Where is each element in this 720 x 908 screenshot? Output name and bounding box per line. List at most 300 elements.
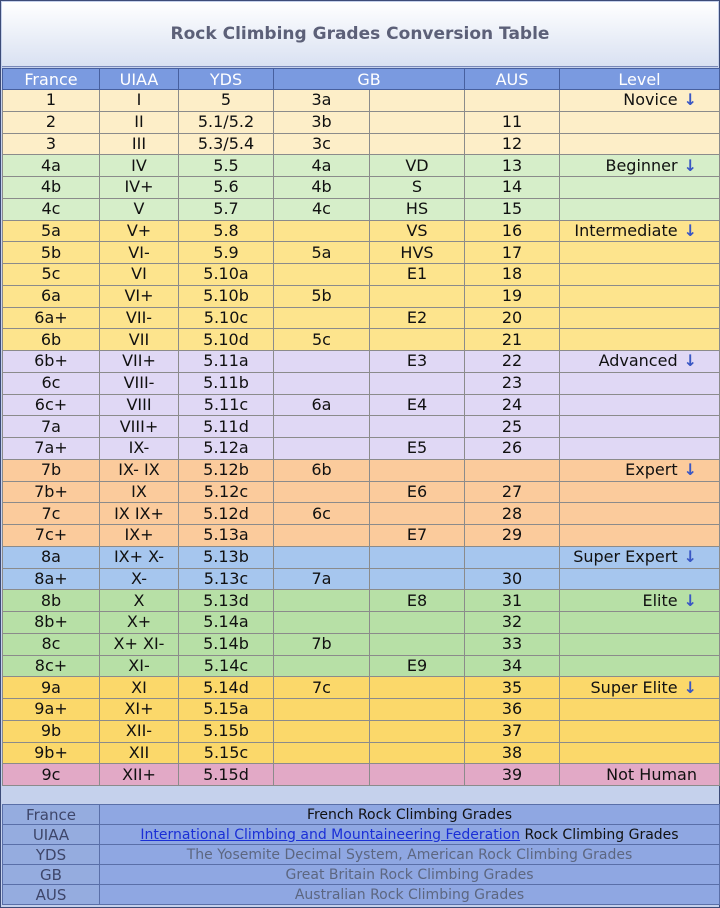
- cell-aus: 30: [465, 568, 560, 590]
- cell-yds: 5.13b: [179, 546, 274, 568]
- cell-france: 6b+: [3, 351, 100, 373]
- cell-level: [560, 351, 720, 373]
- cell-level: [560, 546, 720, 568]
- cell-uiaa: VIII: [100, 394, 179, 416]
- table-row: [3, 699, 720, 721]
- cell-level: [560, 590, 720, 612]
- legend-table: [2, 804, 720, 905]
- table-row: [3, 242, 720, 264]
- cell-gb2: [370, 546, 465, 568]
- cell-gb1: [274, 764, 370, 786]
- cell-level: [560, 307, 720, 329]
- cell-france: 6c+: [3, 394, 100, 416]
- cell-france: 8b+: [3, 612, 100, 634]
- down-arrow-icon: ↓: [683, 90, 697, 110]
- cell-gb1: [274, 699, 370, 721]
- cell-uiaa: XI: [100, 677, 179, 699]
- level-label: Intermediate: [574, 220, 678, 240]
- level-label: Super Expert: [573, 547, 678, 567]
- legend-key-gb: GB: [3, 865, 100, 885]
- down-arrow-icon: ↓: [683, 155, 697, 175]
- cell-uiaa: VIII+: [100, 416, 179, 438]
- legend-row-uiaa: [3, 825, 720, 845]
- cell-yds: 5.14d: [179, 677, 274, 699]
- cell-yds: 5.14b: [179, 633, 274, 655]
- cell-france: 6c: [3, 372, 100, 394]
- cell-level: [560, 220, 720, 242]
- legend-row-yds: [3, 845, 720, 865]
- cell-france: 5c: [3, 264, 100, 286]
- cell-aus: 24: [465, 394, 560, 416]
- cell-level: [560, 111, 720, 133]
- cell-aus: [465, 546, 560, 568]
- uiaa-link[interactable]: International Climbing and Mountaineering Federation: [140, 826, 521, 843]
- cell-france: 8a+: [3, 568, 100, 590]
- legend-desc-uiaa-text: Rock Climbing Grades: [520, 826, 679, 843]
- cell-aus: 19: [465, 285, 560, 307]
- cell-gb2: [370, 285, 465, 307]
- cell-uiaa: VII+: [100, 351, 179, 373]
- table-row: [3, 90, 720, 112]
- cell-yds: 5.5: [179, 155, 274, 177]
- cell-aus: 39: [465, 764, 560, 786]
- grades-body: [3, 90, 720, 786]
- table-row: [3, 372, 720, 394]
- legend-key-france: France: [3, 805, 100, 825]
- cell-level: [560, 242, 720, 264]
- cell-gb2: HVS: [370, 242, 465, 264]
- legend-key-yds: YDS: [3, 845, 100, 865]
- cell-level: [560, 177, 720, 199]
- cell-uiaa: I: [100, 90, 179, 112]
- cell-gb1: [274, 264, 370, 286]
- table-row: [3, 503, 720, 525]
- cell-yds: 5.15b: [179, 720, 274, 742]
- cell-yds: 5.15c: [179, 742, 274, 764]
- cell-gb1: [274, 438, 370, 460]
- cell-aus: 20: [465, 307, 560, 329]
- legend-desc-gb: Great Britain Rock Climbing Grades: [100, 865, 720, 885]
- level-label: Not Human: [606, 764, 697, 784]
- cell-france: 3: [3, 133, 100, 155]
- cell-yds: 5.13d: [179, 590, 274, 612]
- cell-uiaa: VII-: [100, 307, 179, 329]
- cell-yds: 5.11b: [179, 372, 274, 394]
- cell-gb1: [274, 612, 370, 634]
- cell-level: [560, 677, 720, 699]
- title-bar: [2, 2, 718, 67]
- cell-gb1: 5b: [274, 285, 370, 307]
- cell-uiaa: VII: [100, 329, 179, 351]
- cell-yds: 5.12d: [179, 503, 274, 525]
- down-arrow-icon: ↓: [683, 460, 697, 480]
- cell-aus: 14: [465, 177, 560, 199]
- cell-uiaa: IX+: [100, 525, 179, 547]
- cell-france: 7c: [3, 503, 100, 525]
- cell-gb2: [370, 720, 465, 742]
- cell-gb1: 5a: [274, 242, 370, 264]
- cell-gb1: [274, 416, 370, 438]
- cell-france: 8c: [3, 633, 100, 655]
- cell-aus: [465, 90, 560, 112]
- cell-yds: 5.3/5.4: [179, 133, 274, 155]
- legend-key-uiaa: UIAA: [3, 825, 100, 845]
- level-label: Expert: [625, 460, 678, 480]
- cell-uiaa: IX IX+: [100, 503, 179, 525]
- page-title: Rock Climbing Grades Conversion Table: [170, 24, 550, 44]
- legend-row-gb: [3, 865, 720, 885]
- cell-gb2: S: [370, 177, 465, 199]
- table-row: [3, 307, 720, 329]
- cell-france: 6a+: [3, 307, 100, 329]
- cell-uiaa: VI+: [100, 285, 179, 307]
- cell-uiaa: X+ XI-: [100, 633, 179, 655]
- cell-gb1: [274, 372, 370, 394]
- down-arrow-icon: ↓: [683, 351, 697, 371]
- cell-gb2: [370, 329, 465, 351]
- cell-uiaa: VIII-: [100, 372, 179, 394]
- cell-france: 6b: [3, 329, 100, 351]
- cell-gb2: [370, 612, 465, 634]
- table-row: [3, 546, 720, 568]
- cell-aus: 17: [465, 242, 560, 264]
- cell-gb2: [370, 133, 465, 155]
- cell-yds: 5.9: [179, 242, 274, 264]
- cell-gb1: [274, 525, 370, 547]
- cell-gb1: 4c: [274, 198, 370, 220]
- cell-aus: 16: [465, 220, 560, 242]
- table-row: [3, 198, 720, 220]
- cell-level: [560, 329, 720, 351]
- table-row: [3, 677, 720, 699]
- cell-yds: 5.12b: [179, 459, 274, 481]
- cell-yds: 5.11a: [179, 351, 274, 373]
- cell-aus: 22: [465, 351, 560, 373]
- cell-gb1: 3b: [274, 111, 370, 133]
- cell-uiaa: V: [100, 198, 179, 220]
- cell-uiaa: XII+: [100, 764, 179, 786]
- cell-yds: 5.10d: [179, 329, 274, 351]
- cell-level: [560, 655, 720, 677]
- cell-gb1: 7c: [274, 677, 370, 699]
- cell-aus: 23: [465, 372, 560, 394]
- level-label: Beginner: [605, 155, 678, 175]
- cell-aus: 29: [465, 525, 560, 547]
- cell-france: 4b: [3, 177, 100, 199]
- cell-france: 7b+: [3, 481, 100, 503]
- cell-yds: 5.13c: [179, 568, 274, 590]
- cell-gb1: [274, 655, 370, 677]
- table-row: [3, 612, 720, 634]
- table-row: [3, 111, 720, 133]
- level-label: Advanced: [598, 351, 678, 371]
- cell-gb2: E4: [370, 394, 465, 416]
- cell-gb1: 4b: [274, 177, 370, 199]
- cell-gb2: [370, 633, 465, 655]
- cell-gb1: 6a: [274, 394, 370, 416]
- cell-aus: 13: [465, 155, 560, 177]
- cell-yds: 5.7: [179, 198, 274, 220]
- cell-france: 6a: [3, 285, 100, 307]
- down-arrow-icon: ↓: [683, 590, 697, 610]
- table-row: [3, 394, 720, 416]
- cell-aus: 37: [465, 720, 560, 742]
- cell-uiaa: XII-: [100, 720, 179, 742]
- cell-gb2: VS: [370, 220, 465, 242]
- cell-uiaa: IV: [100, 155, 179, 177]
- cell-uiaa: X-: [100, 568, 179, 590]
- cell-aus: 32: [465, 612, 560, 634]
- legend-desc-yds: The Yosemite Decimal System, American Rock Climbing Grades: [100, 845, 720, 865]
- cell-yds: 5.12a: [179, 438, 274, 460]
- cell-france: 2: [3, 111, 100, 133]
- level-label: Elite: [642, 590, 678, 610]
- cell-gb2: [370, 568, 465, 590]
- cell-uiaa: XI+: [100, 699, 179, 721]
- header-level: Level: [560, 69, 720, 90]
- cell-gb2: E7: [370, 525, 465, 547]
- cell-level: [560, 525, 720, 547]
- cell-aus: 33: [465, 633, 560, 655]
- legend-desc-uiaa: [100, 825, 720, 845]
- cell-aus: 25: [465, 416, 560, 438]
- cell-aus: 38: [465, 742, 560, 764]
- cell-gb2: [370, 699, 465, 721]
- cell-france: 7b: [3, 459, 100, 481]
- cell-uiaa: X+: [100, 612, 179, 634]
- cell-uiaa: IV+: [100, 177, 179, 199]
- cell-gb1: [274, 351, 370, 373]
- cell-level: [560, 481, 720, 503]
- cell-france: 9c: [3, 764, 100, 786]
- header-aus: AUS: [465, 69, 560, 90]
- table-row: [3, 764, 720, 786]
- legend-desc-aus: Australian Rock Climbing Grades: [100, 885, 720, 905]
- table-row: [3, 720, 720, 742]
- cell-uiaa: IX-: [100, 438, 179, 460]
- cell-gb2: [370, 742, 465, 764]
- cell-uiaa: VI-: [100, 242, 179, 264]
- cell-aus: 26: [465, 438, 560, 460]
- cell-level: [560, 372, 720, 394]
- cell-gb2: [370, 90, 465, 112]
- cell-gb2: [370, 372, 465, 394]
- cell-gb1: 5c: [274, 329, 370, 351]
- cell-aus: 28: [465, 503, 560, 525]
- cell-gb2: E6: [370, 481, 465, 503]
- cell-france: 8a: [3, 546, 100, 568]
- cell-gb2: [370, 503, 465, 525]
- cell-gb2: [370, 416, 465, 438]
- cell-aus: [465, 459, 560, 481]
- legend-spacer: [2, 789, 719, 803]
- cell-level: [560, 633, 720, 655]
- table-row: [3, 525, 720, 547]
- cell-france: 4c: [3, 198, 100, 220]
- cell-yds: 5.1/5.2: [179, 111, 274, 133]
- cell-france: 9b: [3, 720, 100, 742]
- legend-row-aus: [3, 885, 720, 905]
- down-arrow-icon: ↓: [683, 547, 697, 567]
- level-label: Novice: [623, 90, 678, 110]
- cell-uiaa: XI-: [100, 655, 179, 677]
- cell-yds: 5.12c: [179, 481, 274, 503]
- cell-gb2: E9: [370, 655, 465, 677]
- cell-yds: 5.6: [179, 177, 274, 199]
- cell-uiaa: IX: [100, 481, 179, 503]
- cell-gb1: [274, 307, 370, 329]
- cell-gb1: 7b: [274, 633, 370, 655]
- cell-level: [560, 438, 720, 460]
- cell-france: 7a+: [3, 438, 100, 460]
- cell-level: [560, 764, 720, 786]
- cell-level: [560, 264, 720, 286]
- cell-gb2: [370, 111, 465, 133]
- cell-uiaa: IX+ X-: [100, 546, 179, 568]
- cell-gb1: 7a: [274, 568, 370, 590]
- cell-gb2: E8: [370, 590, 465, 612]
- cell-level: [560, 720, 720, 742]
- cell-france: 7a: [3, 416, 100, 438]
- cell-level: [560, 133, 720, 155]
- legend-desc-france: French Rock Climbing Grades: [100, 805, 720, 825]
- cell-yds: 5.11d: [179, 416, 274, 438]
- cell-yds: 5.13a: [179, 525, 274, 547]
- cell-aus: 15: [465, 198, 560, 220]
- cell-gb2: E2: [370, 307, 465, 329]
- table-row: [3, 655, 720, 677]
- table-row: [3, 133, 720, 155]
- cell-level: [560, 459, 720, 481]
- table-row: [3, 481, 720, 503]
- cell-gb1: 3a: [274, 90, 370, 112]
- cell-france: 5a: [3, 220, 100, 242]
- cell-yds: 5.11c: [179, 394, 274, 416]
- table-row: [3, 590, 720, 612]
- cell-aus: 31: [465, 590, 560, 612]
- cell-uiaa: IX- IX: [100, 459, 179, 481]
- legend-key-aus: AUS: [3, 885, 100, 905]
- table-row: [3, 633, 720, 655]
- table-row: [3, 568, 720, 590]
- cell-level: [560, 742, 720, 764]
- cell-yds: 5.10a: [179, 264, 274, 286]
- cell-level: [560, 198, 720, 220]
- header-row: [3, 69, 720, 90]
- table-row: [3, 438, 720, 460]
- table-row: [3, 329, 720, 351]
- cell-gb1: 6c: [274, 503, 370, 525]
- cell-level: [560, 394, 720, 416]
- down-arrow-icon: ↓: [683, 220, 697, 240]
- legend-row-france: [3, 805, 720, 825]
- cell-gb1: [274, 481, 370, 503]
- cell-gb2: [370, 459, 465, 481]
- cell-gb2: HS: [370, 198, 465, 220]
- cell-france: 7c+: [3, 525, 100, 547]
- cell-aus: 34: [465, 655, 560, 677]
- table-row: [3, 742, 720, 764]
- grades-table: [2, 68, 720, 786]
- table-row: [3, 459, 720, 481]
- cell-yds: 5.15a: [179, 699, 274, 721]
- cell-aus: 36: [465, 699, 560, 721]
- cell-france: 4a: [3, 155, 100, 177]
- cell-gb1: [274, 220, 370, 242]
- cell-france: 9a: [3, 677, 100, 699]
- cell-gb1: 4a: [274, 155, 370, 177]
- header-uiaa: UIAA: [100, 69, 179, 90]
- cell-aus: 21: [465, 329, 560, 351]
- cell-yds: 5: [179, 90, 274, 112]
- cell-gb2: E3: [370, 351, 465, 373]
- cell-uiaa: XII: [100, 742, 179, 764]
- cell-level: [560, 568, 720, 590]
- cell-aus: 27: [465, 481, 560, 503]
- cell-aus: 11: [465, 111, 560, 133]
- cell-yds: 5.8: [179, 220, 274, 242]
- cell-level: [560, 155, 720, 177]
- cell-france: 1: [3, 90, 100, 112]
- cell-gb1: [274, 590, 370, 612]
- cell-france: 9b+: [3, 742, 100, 764]
- cell-gb2: E5: [370, 438, 465, 460]
- cell-aus: 35: [465, 677, 560, 699]
- cell-gb2: E1: [370, 264, 465, 286]
- table-row: [3, 416, 720, 438]
- cell-uiaa: VI: [100, 264, 179, 286]
- cell-yds: 5.14c: [179, 655, 274, 677]
- header-yds: YDS: [179, 69, 274, 90]
- cell-level: [560, 503, 720, 525]
- table-row: [3, 177, 720, 199]
- header-gb: GB: [274, 69, 465, 90]
- cell-level: [560, 285, 720, 307]
- cell-yds: 5.14a: [179, 612, 274, 634]
- down-arrow-icon: ↓: [683, 677, 697, 697]
- cell-gb2: VD: [370, 155, 465, 177]
- cell-gb1: 3c: [274, 133, 370, 155]
- cell-france: 5b: [3, 242, 100, 264]
- cell-yds: 5.10b: [179, 285, 274, 307]
- level-label: Super Elite: [590, 677, 678, 697]
- table-row: [3, 264, 720, 286]
- cell-uiaa: V+: [100, 220, 179, 242]
- cell-uiaa: III: [100, 133, 179, 155]
- table-row: [3, 351, 720, 373]
- cell-uiaa: X: [100, 590, 179, 612]
- cell-level: [560, 612, 720, 634]
- table-row: [3, 220, 720, 242]
- cell-gb1: [274, 742, 370, 764]
- cell-yds: 5.10c: [179, 307, 274, 329]
- cell-level: [560, 416, 720, 438]
- table-row: [3, 285, 720, 307]
- cell-level: [560, 699, 720, 721]
- cell-level: [560, 90, 720, 112]
- header-france: France: [3, 69, 100, 90]
- cell-yds: 5.15d: [179, 764, 274, 786]
- table-row: [3, 155, 720, 177]
- cell-aus: 12: [465, 133, 560, 155]
- cell-gb1: 6b: [274, 459, 370, 481]
- cell-gb1: [274, 720, 370, 742]
- cell-aus: 18: [465, 264, 560, 286]
- cell-france: 8b: [3, 590, 100, 612]
- cell-france: 8c+: [3, 655, 100, 677]
- cell-gb2: [370, 677, 465, 699]
- cell-uiaa: II: [100, 111, 179, 133]
